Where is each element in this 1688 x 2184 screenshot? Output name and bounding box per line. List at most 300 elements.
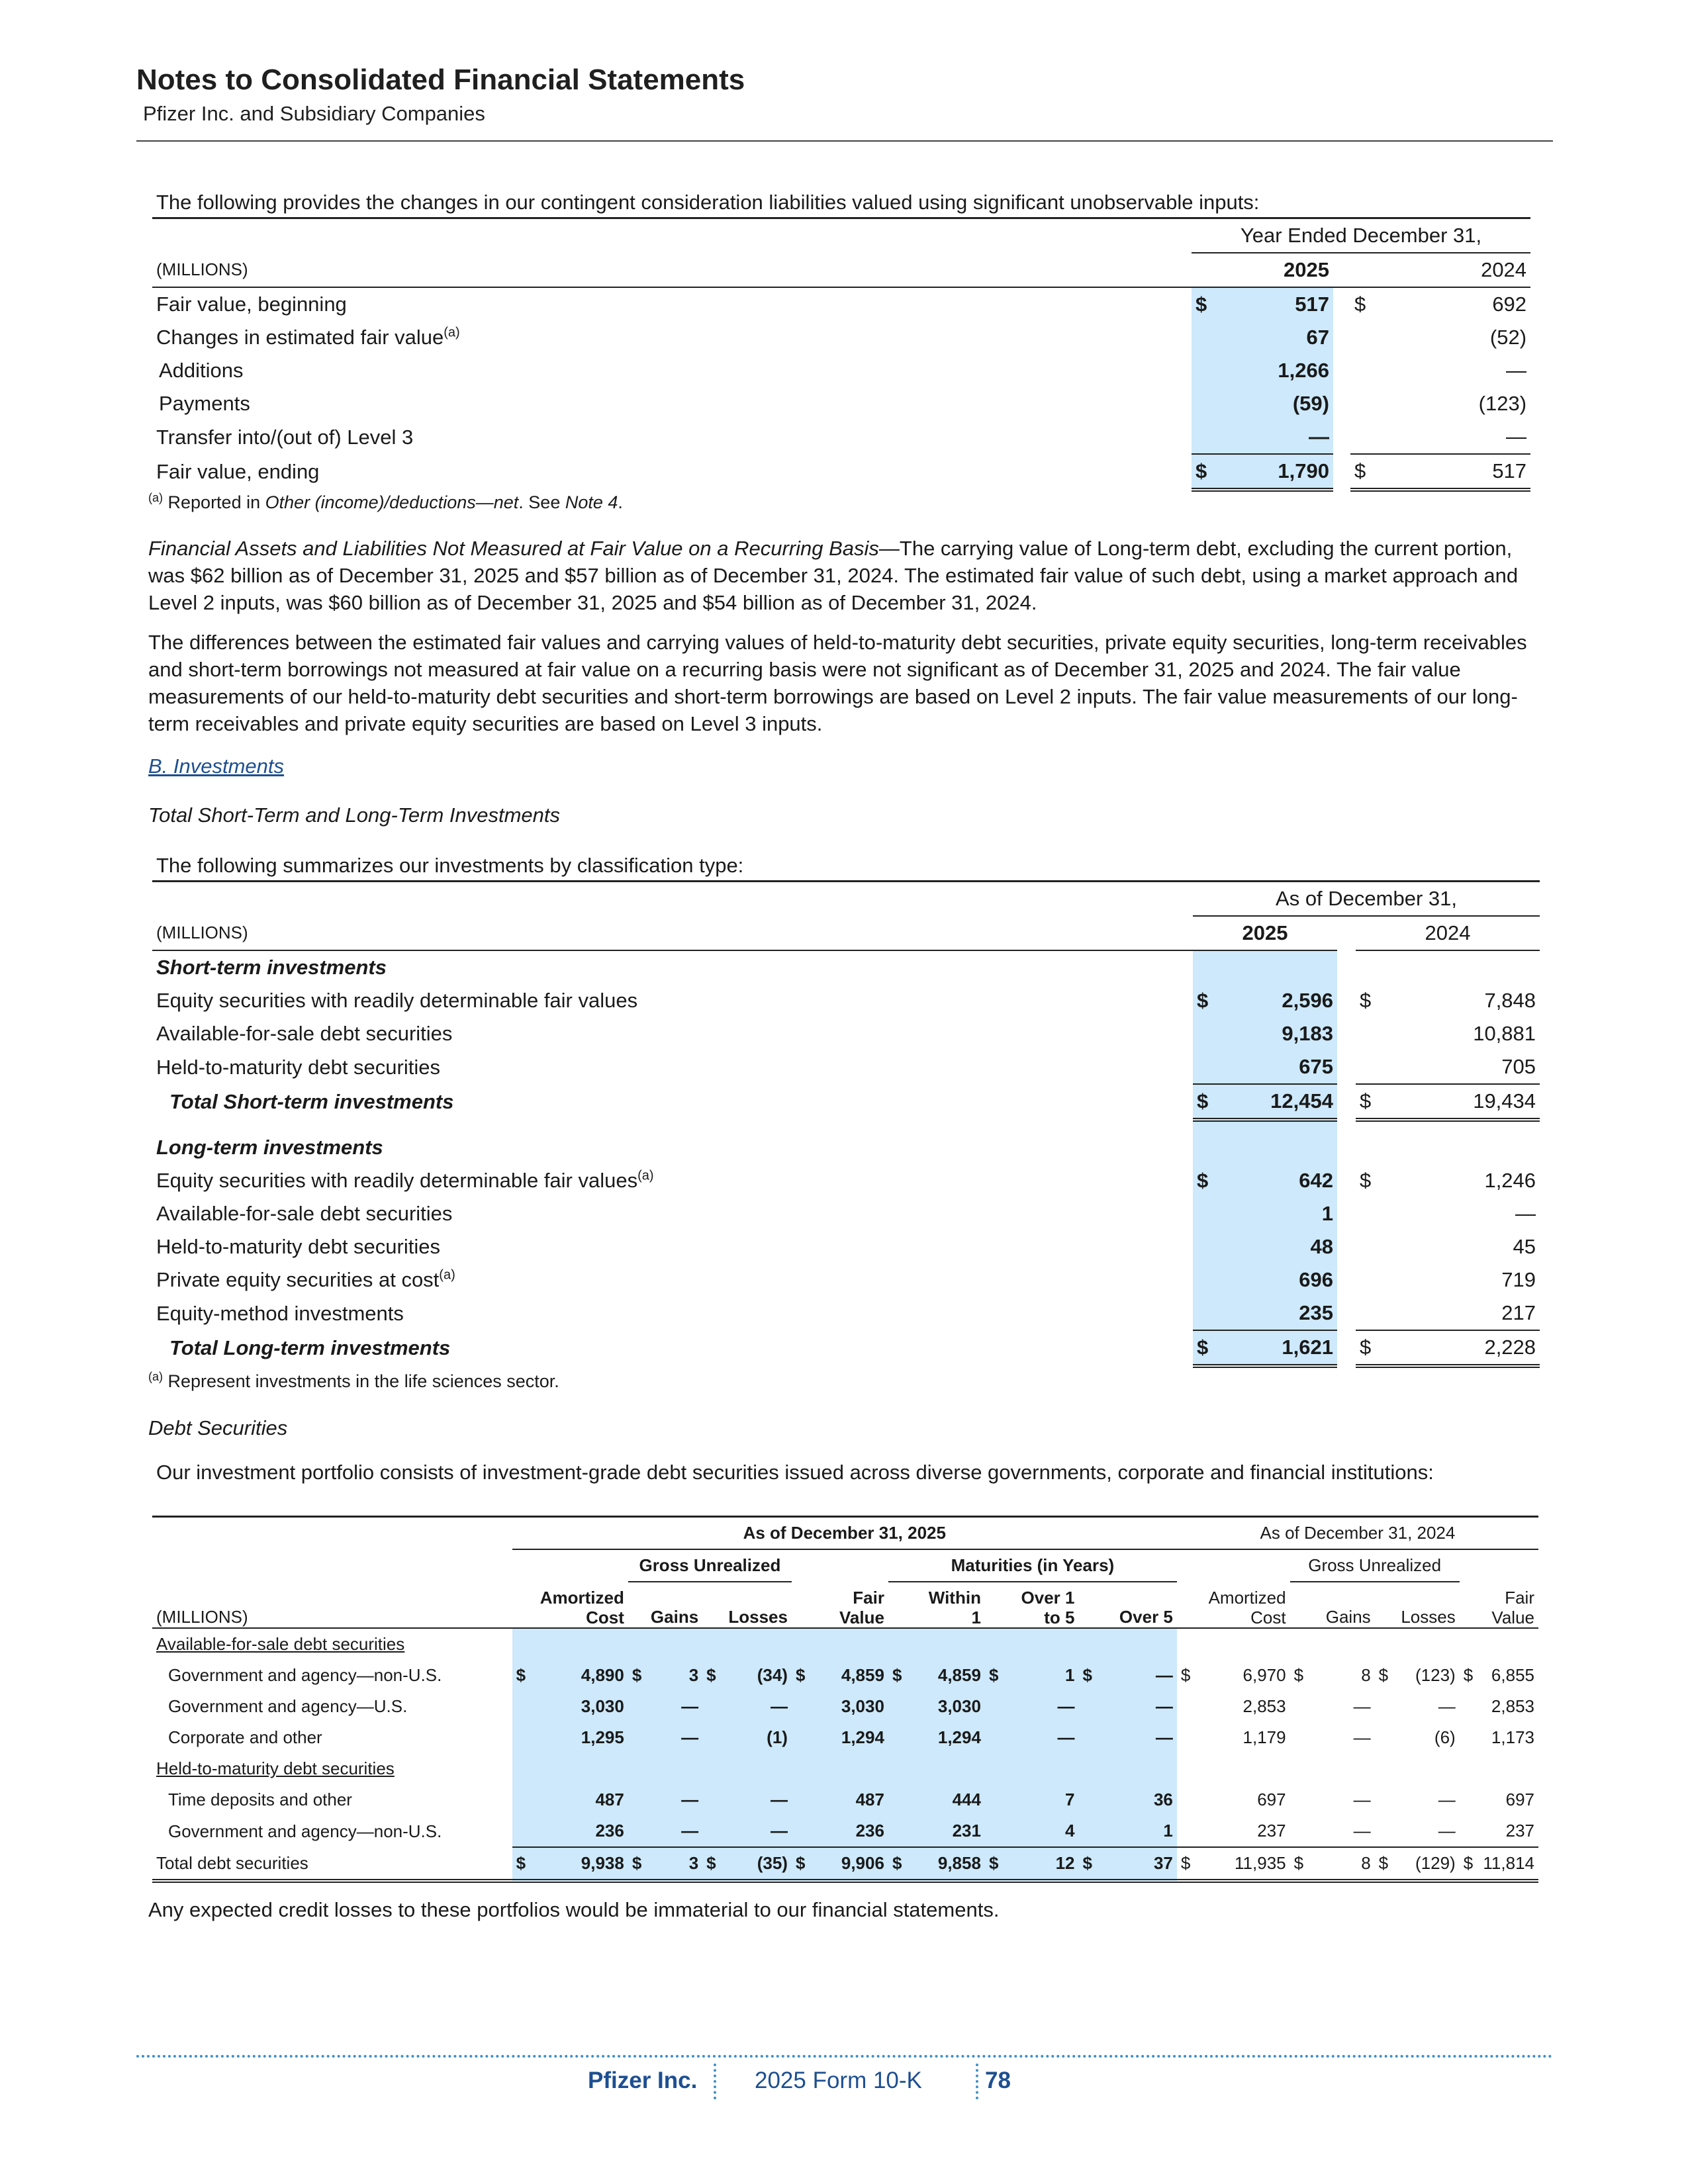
currency-2024 bbox=[1350, 420, 1377, 454]
value-cell: — bbox=[1438, 1696, 1456, 1716]
value-cell: (129) bbox=[1401, 1847, 1460, 1881]
currency-2025 bbox=[1193, 1297, 1221, 1330]
currency-cell: $ bbox=[628, 1847, 655, 1881]
row-label bbox=[152, 1084, 1193, 1120]
currency-cell bbox=[1460, 1815, 1477, 1847]
value-cell: 9,938 bbox=[540, 1847, 628, 1881]
value-2024: 705 bbox=[1382, 1050, 1540, 1084]
value-cell: 1,179 bbox=[1243, 1727, 1286, 1747]
value-cell: 3,030 bbox=[540, 1691, 628, 1722]
value-cell: 4,859 bbox=[911, 1660, 985, 1691]
row-label: Time deposits and other bbox=[168, 1790, 352, 1809]
currency-2024 bbox=[1356, 1017, 1382, 1050]
col-gains-2024: Gains bbox=[1290, 1582, 1375, 1628]
row-label bbox=[152, 420, 1192, 454]
value-2025: 235 bbox=[1221, 1297, 1337, 1330]
footnote-marker: (a) bbox=[637, 1168, 654, 1183]
value-2024: 1,246 bbox=[1484, 1169, 1536, 1192]
currency-cell bbox=[1460, 1784, 1477, 1815]
table-row bbox=[152, 1660, 1538, 1691]
currency-cell bbox=[1177, 1784, 1203, 1815]
value-cell: 1,294 bbox=[911, 1722, 985, 1753]
currency-cell bbox=[512, 1722, 541, 1753]
gross-unrealized-2024: Gross Unrealized bbox=[1290, 1549, 1460, 1582]
currency-2024 bbox=[1356, 1197, 1382, 1230]
currency-cell bbox=[512, 1691, 541, 1722]
value-cell: 7 bbox=[1011, 1784, 1078, 1815]
col-fair-value: Fair Value bbox=[792, 1582, 888, 1628]
row-label: Corporate and other bbox=[168, 1727, 322, 1747]
currency-cell bbox=[628, 1815, 655, 1847]
section-heading bbox=[152, 1628, 512, 1660]
row-label-text: Private equity securities at cost bbox=[156, 1268, 440, 1291]
value-cell: 231 bbox=[911, 1815, 985, 1847]
row-label-text: Held-to-maturity debt securities bbox=[156, 1235, 440, 1258]
row-label bbox=[152, 1330, 1193, 1366]
table-row bbox=[152, 1164, 1540, 1197]
table-row bbox=[152, 1230, 1540, 1263]
currency-cell bbox=[1375, 1722, 1401, 1753]
currency-2025 bbox=[1192, 321, 1218, 354]
row-label: Government and agency—non-U.S. bbox=[168, 1821, 442, 1841]
value-cell: 697 bbox=[1257, 1790, 1286, 1809]
currency-cell: $ bbox=[1290, 1847, 1317, 1881]
value-cell: — bbox=[1438, 1821, 1456, 1841]
page-subtitle: Pfizer Inc. and Subsidiary Companies bbox=[143, 102, 485, 125]
currency-cell bbox=[1375, 1691, 1401, 1722]
currency-cell: $ bbox=[512, 1660, 541, 1691]
value-cell: 6,970 bbox=[1243, 1665, 1286, 1685]
value-2025: 1,266 bbox=[1218, 354, 1333, 387]
row-label bbox=[152, 287, 1192, 321]
table-row bbox=[152, 1263, 1540, 1297]
footer-form: 2025 Form 10-K bbox=[755, 2068, 922, 2093]
section-heading-row bbox=[152, 1628, 1538, 1660]
row-label-text: Payments bbox=[159, 392, 250, 415]
currency-cell: $ bbox=[1375, 1847, 1401, 1881]
row-label-text: Held-to-maturity debt securities bbox=[156, 1055, 440, 1079]
value-cell: — bbox=[1353, 1696, 1371, 1716]
row-label bbox=[152, 454, 1192, 490]
currency-2025: $ bbox=[1192, 287, 1218, 321]
value-2024: 217 bbox=[1382, 1297, 1540, 1330]
footer-company: Pfizer Inc. bbox=[588, 2068, 698, 2093]
table-row bbox=[152, 1330, 1540, 1366]
value-cell: 3,030 bbox=[911, 1691, 985, 1722]
table-row bbox=[152, 1722, 1538, 1753]
value-cell: (123) bbox=[1415, 1665, 1456, 1685]
col-over-1-to-5: Over 1 to 5 bbox=[985, 1582, 1079, 1628]
currency-cell: $ bbox=[1463, 1665, 1474, 1685]
value-cell: — bbox=[1353, 1821, 1371, 1841]
value-cell: 11,935 bbox=[1203, 1847, 1289, 1881]
currency-cell bbox=[628, 1784, 655, 1815]
table-row bbox=[152, 1050, 1540, 1084]
value-2025: 9,183 bbox=[1221, 1017, 1337, 1050]
table-row bbox=[152, 1017, 1540, 1050]
row-label bbox=[152, 1297, 1193, 1330]
col-over-5: Over 5 bbox=[1078, 1582, 1176, 1628]
row-label bbox=[152, 1017, 1193, 1050]
value-cell: — bbox=[655, 1722, 702, 1753]
row-label-text: Available-for-sale debt securities bbox=[156, 1022, 453, 1045]
currency-2025 bbox=[1193, 1050, 1221, 1084]
value-cell: 4,859 bbox=[814, 1660, 888, 1691]
investments-section-link[interactable]: B. Investments bbox=[148, 754, 285, 778]
section-heading-row bbox=[152, 1753, 1538, 1784]
currency-2025 bbox=[1192, 387, 1218, 420]
section-heading-row bbox=[152, 950, 1540, 984]
value-2025: 12,454 bbox=[1221, 1084, 1337, 1120]
footer-page-number: 78 bbox=[985, 2068, 1011, 2093]
currency-cell bbox=[888, 1815, 911, 1847]
currency-cell bbox=[628, 1722, 655, 1753]
currency-2024: $ bbox=[1356, 1084, 1382, 1120]
currency-2024 bbox=[1350, 354, 1377, 387]
value-cell: 1,173 bbox=[1491, 1727, 1534, 1747]
value-2025: 1,790 bbox=[1218, 454, 1333, 490]
currency-2024: $ bbox=[1360, 989, 1372, 1012]
value-cell: 36 bbox=[1105, 1784, 1177, 1815]
value-cell: 2,853 bbox=[1491, 1696, 1534, 1716]
period-header: As of December 31, bbox=[1193, 882, 1540, 917]
value-2025: 696 bbox=[1221, 1263, 1337, 1297]
row-label-text: Available-for-sale debt securities bbox=[156, 1202, 453, 1225]
currency-2024 bbox=[1356, 1230, 1382, 1263]
col-losses-2024: Losses bbox=[1375, 1582, 1460, 1628]
currency-cell bbox=[702, 1815, 729, 1847]
value-cell: (35) bbox=[729, 1847, 792, 1881]
currency-cell bbox=[512, 1784, 541, 1815]
table-row bbox=[152, 287, 1530, 321]
differences-paragraph: The differences between the estimated fair values and carrying values of held-to-maturity debt securities, private equity securities, long-term receivables and short-term borrowings not measured at fair value on a recurring basis were not significant as of December 31, 2025 and 2024. The fair value measurements of our held-to-maturity debt securities and short-term borrowings are based on Level 2 inputs. The fair value measurements of our long-term receivables and private equity securities are based on Level 3 inputs. bbox=[148, 631, 1527, 735]
row-label-text: Total Long-term investments bbox=[169, 1336, 451, 1359]
currency-cell bbox=[1375, 1815, 1401, 1847]
row-label bbox=[152, 321, 1192, 354]
currency-2025: $ bbox=[1193, 1084, 1221, 1120]
value-cell: — bbox=[1438, 1790, 1456, 1809]
row-label-text: Fair value, ending bbox=[156, 460, 320, 483]
table-row bbox=[152, 354, 1530, 387]
currency-2024: $ bbox=[1360, 1169, 1372, 1192]
currency-cell: $ bbox=[792, 1660, 814, 1691]
value-cell: 11,814 bbox=[1477, 1847, 1538, 1881]
value-2024: 517 bbox=[1377, 454, 1530, 490]
currency-2025: $ bbox=[1193, 984, 1221, 1017]
currency-2024 bbox=[1356, 1050, 1382, 1084]
table-row bbox=[152, 984, 1540, 1017]
footnote-marker: (a) bbox=[439, 1267, 455, 1283]
value-cell: — bbox=[729, 1691, 792, 1722]
investments-table bbox=[152, 880, 1540, 1368]
value-cell: 4,890 bbox=[540, 1660, 628, 1691]
table-row bbox=[152, 1297, 1540, 1330]
value-2024: — bbox=[1377, 420, 1530, 454]
investments-subheading: Total Short-Term and Long-Term Investments bbox=[148, 803, 561, 827]
value-2024: 10,881 bbox=[1473, 1022, 1536, 1045]
table-row bbox=[152, 454, 1530, 490]
value-cell: — bbox=[655, 1691, 702, 1722]
col-gains: Gains bbox=[628, 1582, 702, 1628]
section-heading-text: Available-for-sale debt securities bbox=[156, 1634, 405, 1654]
currency-cell bbox=[1177, 1691, 1203, 1722]
value-2025: 1 bbox=[1221, 1197, 1337, 1230]
table-row bbox=[152, 387, 1530, 420]
currency-cell: $ bbox=[888, 1660, 911, 1691]
table-row bbox=[152, 420, 1530, 454]
value-cell: 1,295 bbox=[540, 1722, 628, 1753]
currency-cell: $ bbox=[628, 1660, 655, 1691]
currency-cell bbox=[985, 1784, 1011, 1815]
currency-cell: $ bbox=[792, 1847, 814, 1881]
value-cell: 1 bbox=[1105, 1815, 1177, 1847]
value-cell: 8 bbox=[1361, 1665, 1371, 1685]
value-cell: — bbox=[1105, 1691, 1177, 1722]
row-label bbox=[152, 1050, 1193, 1084]
section-heading-text: Held-to-maturity debt securities bbox=[156, 1758, 395, 1778]
row-label-text: Equity-method investments bbox=[156, 1301, 404, 1325]
col-losses: Losses bbox=[702, 1582, 792, 1628]
value-cell: 8 bbox=[1317, 1847, 1375, 1881]
value-cell: — bbox=[1353, 1790, 1371, 1809]
currency-cell bbox=[792, 1722, 814, 1753]
value-cell: 37 bbox=[1105, 1847, 1177, 1881]
value-cell: 237 bbox=[1505, 1821, 1534, 1841]
currency-2025 bbox=[1193, 1263, 1221, 1297]
currency-cell: $ bbox=[702, 1847, 729, 1881]
currency-cell bbox=[1290, 1691, 1317, 1722]
value-cell: 3 bbox=[655, 1660, 702, 1691]
table-row bbox=[152, 1084, 1540, 1120]
currency-2025 bbox=[1193, 1197, 1221, 1230]
col-2024: 2024 bbox=[1350, 253, 1530, 287]
currency-cell: $ bbox=[1180, 1665, 1191, 1685]
currency-cell bbox=[1078, 1815, 1105, 1847]
currency-cell bbox=[702, 1722, 729, 1753]
debt-securities-table bbox=[152, 1516, 1538, 1883]
currency-cell: $ bbox=[888, 1847, 911, 1881]
value-cell: 2,853 bbox=[1243, 1696, 1286, 1716]
currency-cell bbox=[512, 1815, 541, 1847]
row-label-text: Total Short-term investments bbox=[169, 1090, 454, 1113]
currency-cell bbox=[1078, 1784, 1105, 1815]
table-row bbox=[152, 1784, 1538, 1815]
debt-closing: Any expected credit losses to these portfolios would be immaterial to our financial statements. bbox=[148, 1898, 1000, 1921]
value-2024: 2,228 bbox=[1382, 1330, 1540, 1366]
value-cell: 4 bbox=[1011, 1815, 1078, 1847]
currency-2025 bbox=[1193, 1017, 1221, 1050]
section-heading: Short-term investments bbox=[156, 956, 387, 979]
header-divider bbox=[136, 140, 1553, 142]
currency-cell bbox=[1290, 1815, 1317, 1847]
row-label-text: Transfer into/(out of) Level 3 bbox=[156, 425, 414, 449]
currency-cell bbox=[1290, 1784, 1317, 1815]
value-2025: 517 bbox=[1218, 287, 1333, 321]
currency-cell bbox=[985, 1691, 1011, 1722]
value-cell: 236 bbox=[814, 1815, 888, 1847]
col-fair-value-2024: Fair Value bbox=[1460, 1582, 1538, 1628]
currency-cell bbox=[1078, 1722, 1105, 1753]
maturities-header: Maturities (in Years) bbox=[888, 1549, 1177, 1582]
row-label: Government and agency—non-U.S. bbox=[168, 1665, 442, 1685]
value-cell: 697 bbox=[1505, 1790, 1534, 1809]
table-row bbox=[152, 1815, 1538, 1847]
currency-cell: $ bbox=[1078, 1847, 1105, 1881]
section-heading: Long-term investments bbox=[156, 1136, 383, 1159]
value-cell: — bbox=[729, 1815, 792, 1847]
col-2025: 2025 bbox=[1192, 253, 1333, 287]
units-label: (MILLIONS) bbox=[152, 1582, 512, 1628]
value-cell: — bbox=[1011, 1722, 1078, 1753]
footnote-marker: (a) bbox=[444, 325, 460, 340]
currency-2025: $ bbox=[1193, 1330, 1221, 1366]
value-cell: (34) bbox=[729, 1660, 792, 1691]
row-label bbox=[152, 1230, 1193, 1263]
units-label: (MILLIONS) bbox=[152, 253, 1192, 287]
currency-cell bbox=[1460, 1691, 1477, 1722]
value-2025: 1,621 bbox=[1221, 1330, 1337, 1366]
col-amortized-cost: Amortized Cost bbox=[512, 1582, 628, 1628]
currency-cell: $ bbox=[512, 1847, 541, 1881]
row-label: Total debt securities bbox=[152, 1847, 512, 1881]
currency-2024 bbox=[1350, 387, 1377, 420]
debt-subheading: Debt Securities bbox=[148, 1416, 288, 1439]
currency-cell bbox=[702, 1691, 729, 1722]
section-heading-row bbox=[152, 1131, 1540, 1164]
currency-cell bbox=[1290, 1722, 1317, 1753]
row-label-text: Additions bbox=[159, 359, 244, 382]
value-cell: (6) bbox=[1434, 1727, 1456, 1747]
value-cell: — bbox=[655, 1784, 702, 1815]
value-2024: 19,434 bbox=[1382, 1084, 1540, 1120]
currency-cell bbox=[888, 1722, 911, 1753]
row-label bbox=[152, 1263, 1193, 1297]
currency-cell: $ bbox=[985, 1660, 1011, 1691]
currency-2025 bbox=[1192, 354, 1218, 387]
currency-cell bbox=[888, 1784, 911, 1815]
currency-cell bbox=[985, 1815, 1011, 1847]
currency-2025: $ bbox=[1193, 1164, 1221, 1197]
value-2024: 45 bbox=[1513, 1235, 1536, 1258]
footer-separator bbox=[714, 2064, 716, 2099]
value-cell: — bbox=[1353, 1727, 1371, 1747]
value-cell: 3,030 bbox=[814, 1691, 888, 1722]
page-title: Notes to Consolidated Financial Statements bbox=[136, 64, 745, 96]
row-label bbox=[152, 387, 1192, 420]
currency-2024: $ bbox=[1350, 454, 1377, 490]
value-cell: 6,855 bbox=[1491, 1665, 1534, 1685]
value-cell: (1) bbox=[729, 1722, 792, 1753]
value-2025: 642 bbox=[1221, 1164, 1337, 1197]
currency-cell bbox=[1078, 1691, 1105, 1722]
value-2024: 7,848 bbox=[1484, 989, 1536, 1012]
value-2024: — bbox=[1515, 1202, 1536, 1225]
value-cell: 12 bbox=[1011, 1847, 1078, 1881]
value-2025: 2,596 bbox=[1221, 984, 1337, 1017]
total-row bbox=[152, 1847, 1538, 1881]
currency-cell bbox=[792, 1815, 814, 1847]
row-label bbox=[152, 1164, 1193, 1197]
currency-cell bbox=[1460, 1722, 1477, 1753]
fair-value-paragraph: Financial Assets and Liabilities Not Measured at Fair Value on a Recurring Basis—The carrying value of Long-term debt, excluding the current portion, was $62 billion as of December 31, 2025 and $57 billion as of December 31, 2024. The estimated fair value of such debt, using a market approach and Level 2 inputs, was $60 billion as of December 31, 2025 and $54 billion as of December 31, 2024. bbox=[148, 537, 1519, 614]
value-2024: (123) bbox=[1478, 392, 1527, 415]
value-2024: — bbox=[1506, 359, 1527, 382]
row-label-text: Equity securities with readily determinable fair values bbox=[156, 989, 638, 1012]
value-cell: 9,906 bbox=[814, 1847, 888, 1881]
value-cell: — bbox=[1105, 1722, 1177, 1753]
currency-2024 bbox=[1356, 1297, 1382, 1330]
value-cell: — bbox=[1011, 1691, 1078, 1722]
value-cell: 3 bbox=[655, 1847, 702, 1881]
investments-intro: The following summarizes our investments by classification type: bbox=[156, 854, 744, 877]
contingent-intro: The following provides the changes in our contingent consideration liabilities valued using significant unobservable inputs: bbox=[156, 191, 1260, 214]
table-row bbox=[152, 321, 1530, 354]
currency-cell bbox=[1177, 1815, 1203, 1847]
col-within-1: Within 1 bbox=[888, 1582, 985, 1628]
currency-cell bbox=[1177, 1722, 1203, 1753]
currency-2025 bbox=[1192, 420, 1218, 454]
currency-cell bbox=[792, 1691, 814, 1722]
footer-separator bbox=[976, 2064, 978, 2099]
footer-divider bbox=[136, 2055, 1553, 2058]
currency-2024: $ bbox=[1354, 293, 1366, 316]
value-2025: — bbox=[1218, 420, 1333, 454]
debt-intro: Our investment portfolio consists of investment-grade debt securities issued across diverse governments, corporate and financial institutions: bbox=[156, 1461, 1434, 1484]
value-2025: 67 bbox=[1218, 321, 1333, 354]
units-label: (MILLIONS) bbox=[152, 916, 1193, 950]
table-row bbox=[152, 1197, 1540, 1230]
currency-2025: $ bbox=[1192, 454, 1218, 490]
header-2024: As of December 31, 2024 bbox=[1177, 1517, 1538, 1550]
value-cell: 444 bbox=[911, 1784, 985, 1815]
contingent-footnote: $^{(a)}$ Reported in Other (income)/deductions—net. See Note 4. bbox=[148, 491, 623, 512]
currency-cell: $ bbox=[1293, 1665, 1304, 1685]
currency-cell: $ bbox=[702, 1660, 729, 1691]
row-label-text: Fair value, beginning bbox=[156, 293, 347, 316]
value-cell: — bbox=[655, 1815, 702, 1847]
header-2025: As of December 31, 2025 bbox=[512, 1517, 1177, 1550]
row-label bbox=[152, 984, 1193, 1017]
value-cell: 236 bbox=[540, 1815, 628, 1847]
value-cell: 9,858 bbox=[911, 1847, 985, 1881]
currency-cell bbox=[985, 1722, 1011, 1753]
gross-unrealized-2025: Gross Unrealized bbox=[628, 1549, 792, 1582]
section-heading bbox=[152, 1753, 512, 1784]
value-cell: 487 bbox=[540, 1784, 628, 1815]
value-2025: 48 bbox=[1221, 1230, 1337, 1263]
currency-cell: $ bbox=[985, 1847, 1011, 1881]
value-cell: 1 bbox=[1011, 1660, 1078, 1691]
row-label-text: Changes in estimated fair value bbox=[156, 326, 444, 349]
value-2025: (59) bbox=[1218, 387, 1333, 420]
currency-cell bbox=[628, 1691, 655, 1722]
value-2024: 719 bbox=[1501, 1268, 1536, 1291]
currency-cell: $ bbox=[1177, 1847, 1203, 1881]
currency-2025 bbox=[1193, 1230, 1221, 1263]
value-cell: 1,294 bbox=[814, 1722, 888, 1753]
currency-cell bbox=[792, 1784, 814, 1815]
currency-2024 bbox=[1350, 321, 1377, 354]
currency-2024: $ bbox=[1356, 1330, 1382, 1366]
col-amortized-cost-2024: Amortized Cost bbox=[1177, 1582, 1290, 1628]
value-cell: 237 bbox=[1257, 1821, 1286, 1841]
value-cell: — bbox=[1105, 1660, 1177, 1691]
currency-cell bbox=[1375, 1784, 1401, 1815]
row-label bbox=[152, 354, 1192, 387]
value-cell: — bbox=[729, 1784, 792, 1815]
currency-cell bbox=[702, 1784, 729, 1815]
row-label bbox=[152, 1197, 1193, 1230]
